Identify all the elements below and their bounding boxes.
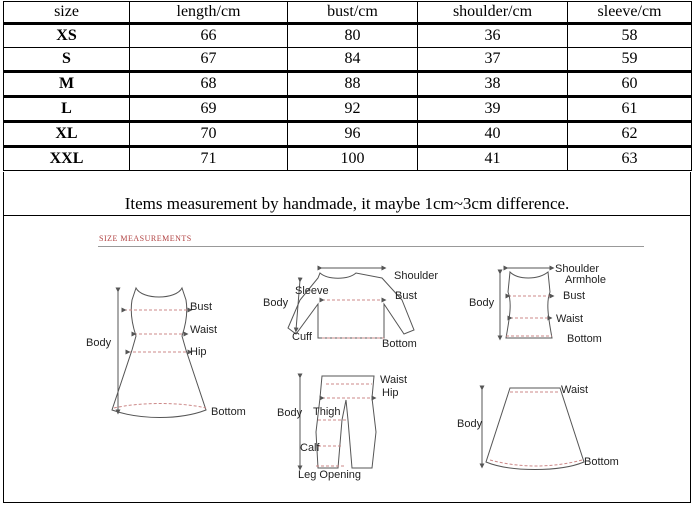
skirt-body-label: Body: [457, 418, 483, 430]
vest-waist-label: Waist: [556, 313, 584, 325]
cell-length: 66: [130, 24, 288, 48]
cell-sleeve: 63: [568, 147, 692, 171]
dress-bottom-label: Bottom: [211, 406, 246, 418]
header-shoulder: shoulder/cm: [418, 2, 568, 24]
cell-bust: 88: [288, 72, 418, 97]
cell-size: XXL: [4, 147, 130, 171]
cell-bust: 80: [288, 24, 418, 48]
pants-sketch: [300, 376, 376, 468]
cell-bust: 92: [288, 97, 418, 122]
cell-length: 67: [130, 48, 288, 72]
shirt-body-label: Body: [263, 297, 289, 309]
shirt-sleeve-label: Sleeve: [295, 285, 329, 297]
pants-calf-label: Calf: [300, 442, 320, 454]
vest-bottom-label: Bottom: [567, 333, 602, 345]
diagram-title: SIZE MEASUREMENTS: [99, 234, 192, 243]
pants-thigh-label: Thigh: [313, 406, 341, 418]
cell-size: S: [4, 48, 130, 72]
cell-size: M: [4, 72, 130, 97]
dress-waist-label: Waist: [190, 324, 218, 336]
header-length: length/cm: [130, 2, 288, 24]
dress-body-label: Body: [86, 337, 112, 349]
shirt-shoulder-label: Shoulder: [394, 270, 439, 282]
dress-bust-label: Bust: [190, 301, 213, 313]
vest-armhole-label: Armhole: [565, 274, 606, 286]
pants-waist-label: Waist: [380, 374, 408, 386]
vest-sketch: [500, 268, 552, 338]
shirt-bottom-label: Bottom: [382, 338, 417, 350]
dress-hip-label: Hip: [190, 346, 207, 358]
measurement-note: Items measurement by handmade, it maybe 1cm~3cm difference.: [124, 194, 570, 213]
cell-shoulder: 38: [418, 72, 568, 97]
cell-size: XL: [4, 122, 130, 147]
vest-body-label: Body: [469, 297, 495, 309]
cell-sleeve: 62: [568, 122, 692, 147]
cell-shoulder: 36: [418, 24, 568, 48]
header-bust: bust/cm: [288, 2, 418, 24]
pants-leg-opening-label: Leg Opening: [298, 469, 361, 481]
cell-sleeve: 58: [568, 24, 692, 48]
cell-bust: 100: [288, 147, 418, 171]
vest-bust-label: Bust: [563, 290, 586, 302]
cell-sleeve: 61: [568, 97, 692, 122]
cell-size: L: [4, 97, 130, 122]
header-sleeve: sleeve/cm: [568, 2, 692, 24]
cell-bust: 96: [288, 122, 418, 147]
skirt-bottom-label: Bottom: [584, 456, 619, 468]
skirt-sketch: [482, 388, 584, 470]
cell-sleeve: 59: [568, 48, 692, 72]
cell-shoulder: 41: [418, 147, 568, 171]
cell-length: 71: [130, 147, 288, 171]
cell-length: 68: [130, 72, 288, 97]
header-size: size: [4, 2, 130, 24]
cell-bust: 84: [288, 48, 418, 72]
cell-length: 69: [130, 97, 288, 122]
vest-shoulder-label: Shoulder: [555, 263, 600, 275]
cell-size: XS: [4, 24, 130, 48]
shirt-bust-label: Bust: [395, 290, 418, 302]
cell-length: 70: [130, 122, 288, 147]
skirt-waist-label: Waist: [561, 384, 589, 396]
pants-hip-label: Hip: [382, 387, 399, 399]
cell-shoulder: 40: [418, 122, 568, 147]
shirt-cuff-label: Cuff: [292, 331, 312, 343]
cell-shoulder: 37: [418, 48, 568, 72]
cell-sleeve: 60: [568, 72, 692, 97]
pants-body-label: Body: [277, 407, 303, 419]
cell-shoulder: 39: [418, 97, 568, 122]
